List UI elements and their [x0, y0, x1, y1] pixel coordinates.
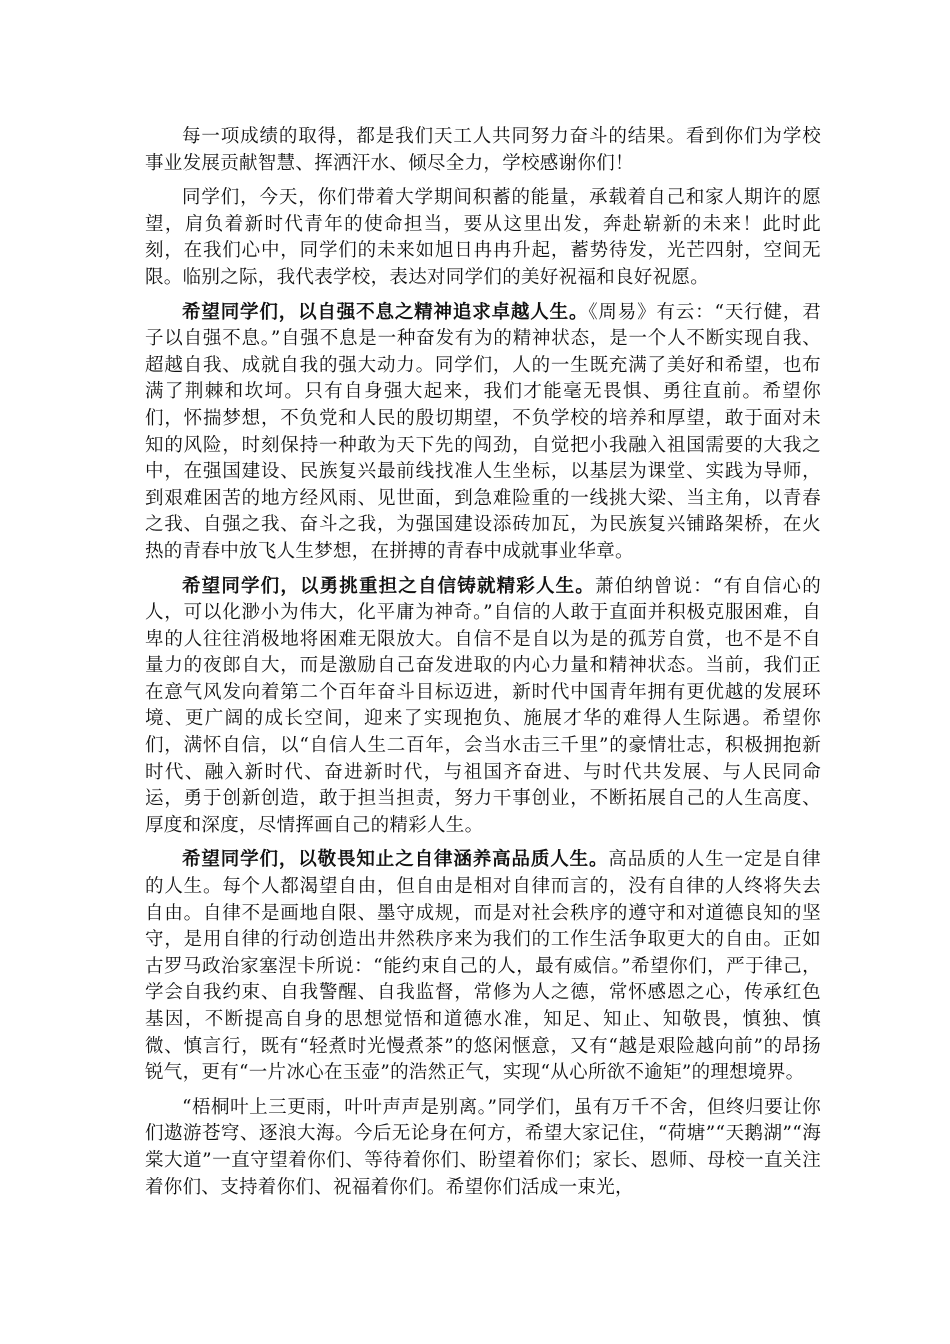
- paragraph-5: [145, 847, 821, 1086]
- document-body: [145, 124, 821, 1209]
- paragraph-4-text: 萧伯纳曾说：“有自信心的人，可以化渺小为伟大，化平庸为神奇。”自信的人敢于直面并积极克服困难，自卑的人往往消极地将困难无限放大。自信不是自以为是的孤芳自赏，也不是不自量力的夜郎自大，而是激励自己奋发进取的内心力量和精神状态。当前，我们正在意气风发向着第二个百年奋斗目标迈进，新时代中国青年拥有更优越的发展环境、更广阔的成长空间，迎来了实现抱负、施展才华的难得人生际遇。希望你们，满怀自信，以“自信人生二百年，会当水击三千里”的豪情壮志，积极拥抱新时代、融入新时代、奋进新时代，与祖国齐奋进、与时代共发展、与人民同命运，勇于创新创造，敢于担当担责，努力干事创业，不断拓展自己的人生高度、厚度和深度，尽情挥画自己的精彩人生。: [145, 575, 821, 836]
- paragraph-4-lead: 希望同学们，以勇挑重担之自信铸就精彩人生。: [182, 575, 595, 597]
- paragraph-2: [145, 185, 821, 291]
- paragraph-6: [145, 1095, 821, 1201]
- paragraph-1: [145, 124, 821, 177]
- paragraph-3: [145, 300, 821, 566]
- paragraph-6-text: “梧桐叶上三更雨，叶叶声声是别离。”同学们，虽有万千不舍，但终归要让你们遨游苍穹、逐浪大海。今后无论身在何方，希望大家记住，“荷塘”“天鹅湖”“海棠大道”一直守望着你们、等待着你们、盼望着你们；家长、恩师、母校一直关注着你们、支持着你们、祝福着你们。希望你们活成一束光，: [145, 1096, 821, 1198]
- paragraph-2-text: 同学们，今天，你们带着大学期间积蓄的能量，承载着自己和家人期许的愿望，肩负着新时代青年的使命担当，要从这里出发，奔赴崭新的未来！此时此刻，在我们心中，同学们的未来如旭日冉冉升起，蓄势待发，光芒四射，空间无限。临别之际，我代表学校，表达对同学们的美好祝福和良好祝愿。: [145, 187, 821, 288]
- paragraph-5-lead: 希望同学们，以敬畏知止之自律涵养高品质人生。: [182, 849, 609, 871]
- paragraph-3-lead: 希望同学们，以自强不息之精神追求卓越人生。: [182, 301, 589, 323]
- paragraph-5-text: 高品质的人生一定是自律的人生。每个人都渴望自由，但自由是相对自律而言的，没有自律的人终将失去自由。自律不是画地自限、墨守成规，而是对社会秩序的遵守和对道德良知的坚守，是用自律的行动创造出井然秩序来为我们的工作生活争取更大的自由。正如古罗马政治家塞涅卡所说：“能约束自己的人，最有威信。”希望你们，严于律己，学会自我约束、自我警醒、自我监督，常修为人之德，常怀感恩之心，传承红色基因，不断提高自身的思想觉悟和道德水准，知足、知止、知敬畏，慎独、慎微、慎言行，既有“轻煮时光慢煮茶”的悠闲惬意，又有“越是艰险越向前”的昂扬锐气，更有“一片冰心在玉壶”的浩然正气，实现“从心所欲不逾矩”的理想境界。: [145, 849, 821, 1084]
- paragraph-3-text: 《周易》有云：“天行健，君子以自强不息。”自强不息是一种奋发有为的精神状态，是一个人不断实现自我、超越自我、成就自我的强大动力。同学们，人的一生既充满了美好和希望，也布满了荆棘和坎坷。只有自身强大起来，我们才能毫无畏惧、勇往直前。希望你们，怀揣梦想，不负党和人民的殷切期望，不负学校的培养和厚望，敢于面对未知的风险，时刻保持一种敢为天下先的闯劲，自觉把小我融入祖国需要的大我之中，在强国建设、民族复兴最前线找准人生坐标，以基层为课堂、实践为导师，到艰难困苦的地方经风雨、见世面，到急难险重的一线挑大梁、当主角，以青春之我、自强之我、奋斗之我，为强国建设添砖加瓦，为民族复兴铺路架桥，在火热的青春中放飞人生梦想，在拼搏的青春中成就事业华章。: [145, 301, 821, 562]
- paragraph-4: [145, 574, 821, 840]
- paragraph-1-text: 每一项成绩的取得，都是我们天工人共同努力奋斗的结果。看到你们为学校事业发展贡献智慧、挥洒汗水、倾尽全力，学校感谢你们！: [145, 126, 821, 174]
